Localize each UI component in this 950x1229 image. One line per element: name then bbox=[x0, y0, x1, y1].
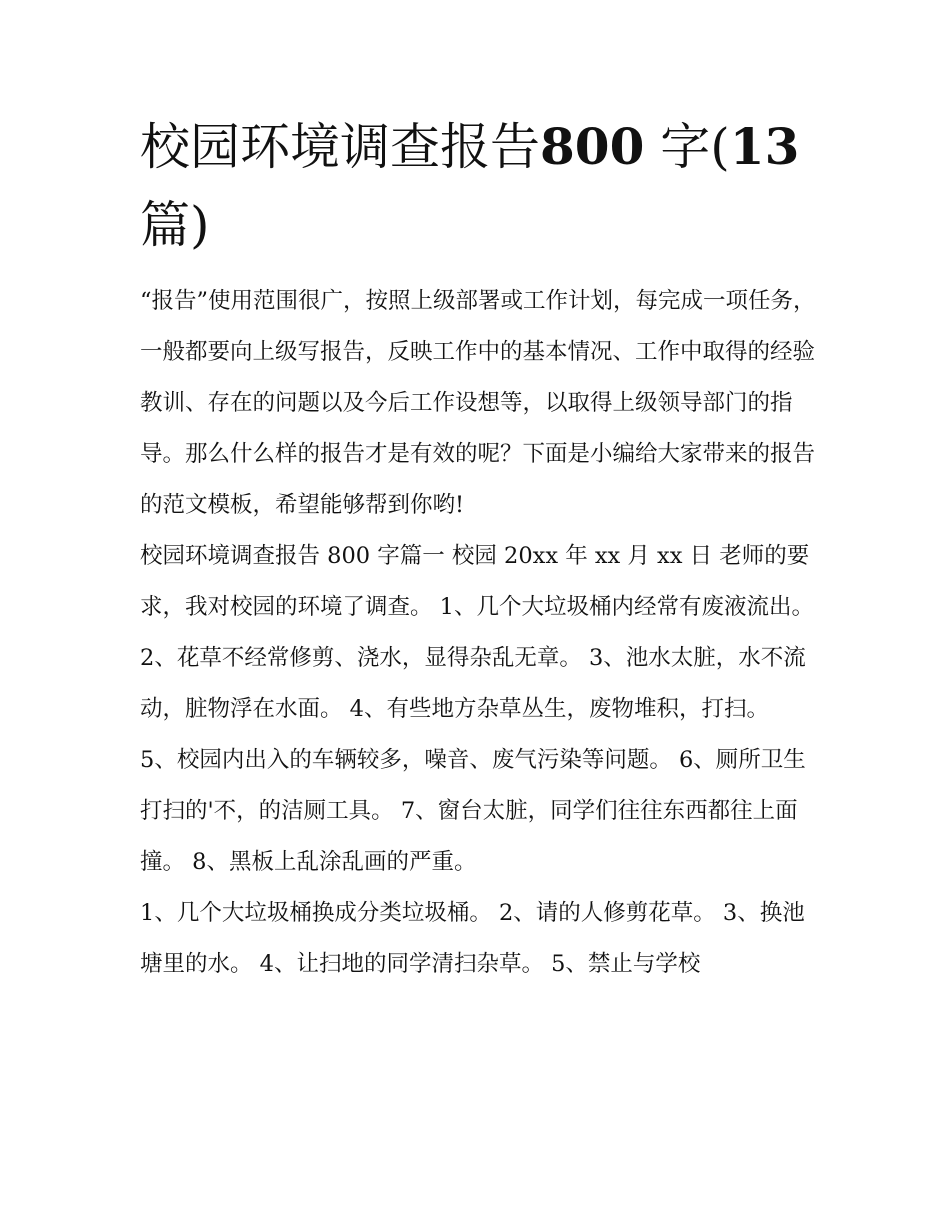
title-text-3: 篇) bbox=[140, 196, 210, 254]
paragraph-suggestions: 1、几个大垃圾桶换成分类垃圾桶。 2、请的人修剪花草。 3、换池塘里的水。 4、让扫地的同学清扫杂草。 5、禁止与学校 bbox=[140, 900, 805, 977]
title-text-2: 字( bbox=[644, 118, 730, 176]
title-number-2: 13 bbox=[729, 117, 800, 176]
paragraph-issues-5-8: 5、校园内出入的车辆较多，噪音、废气污染等问题。 6、厕所卫生打扫的'不，的洁厕工具。 7、窗台太脏，同学们往往东西都往上面撞。 8、黑板上乱涂乱画的严重。 bbox=[140, 747, 806, 875]
paragraph-intro: “报告”使用范围很广，按照上级部署或工作计划，每完成一项任务，一般都要向上级写报告，反映工作中的基本情况、工作中取得的经验教训、存在的问题以及今后工作设想等，以取得上级领导部门的指导。那么什么样的报告才是有效的呢？下面是小编给大家带来的报告的范文模板，希望能够帮到你哟! bbox=[140, 288, 816, 518]
document-title bbox=[140, 108, 820, 264]
document-body bbox=[140, 276, 820, 990]
paragraph-issues-2-4: 2、花草不经常修剪、浇水，显得杂乱无章。 3、池水太脏，水不流动，脏物浮在水面。 4、有些地方杂草丛生，废物堆积，打扫。 bbox=[140, 645, 806, 722]
title-number: 800 bbox=[540, 117, 645, 176]
paragraph-survey: 校园环境调查报告 800 字篇一 校园 20xx 年 xx 月 xx 日 老师的要求，我对校园的环境了调查。 1、几个大垃圾桶内经常有废液流出。 bbox=[140, 543, 814, 620]
title-text: 校园环境调查报告 bbox=[140, 118, 540, 176]
